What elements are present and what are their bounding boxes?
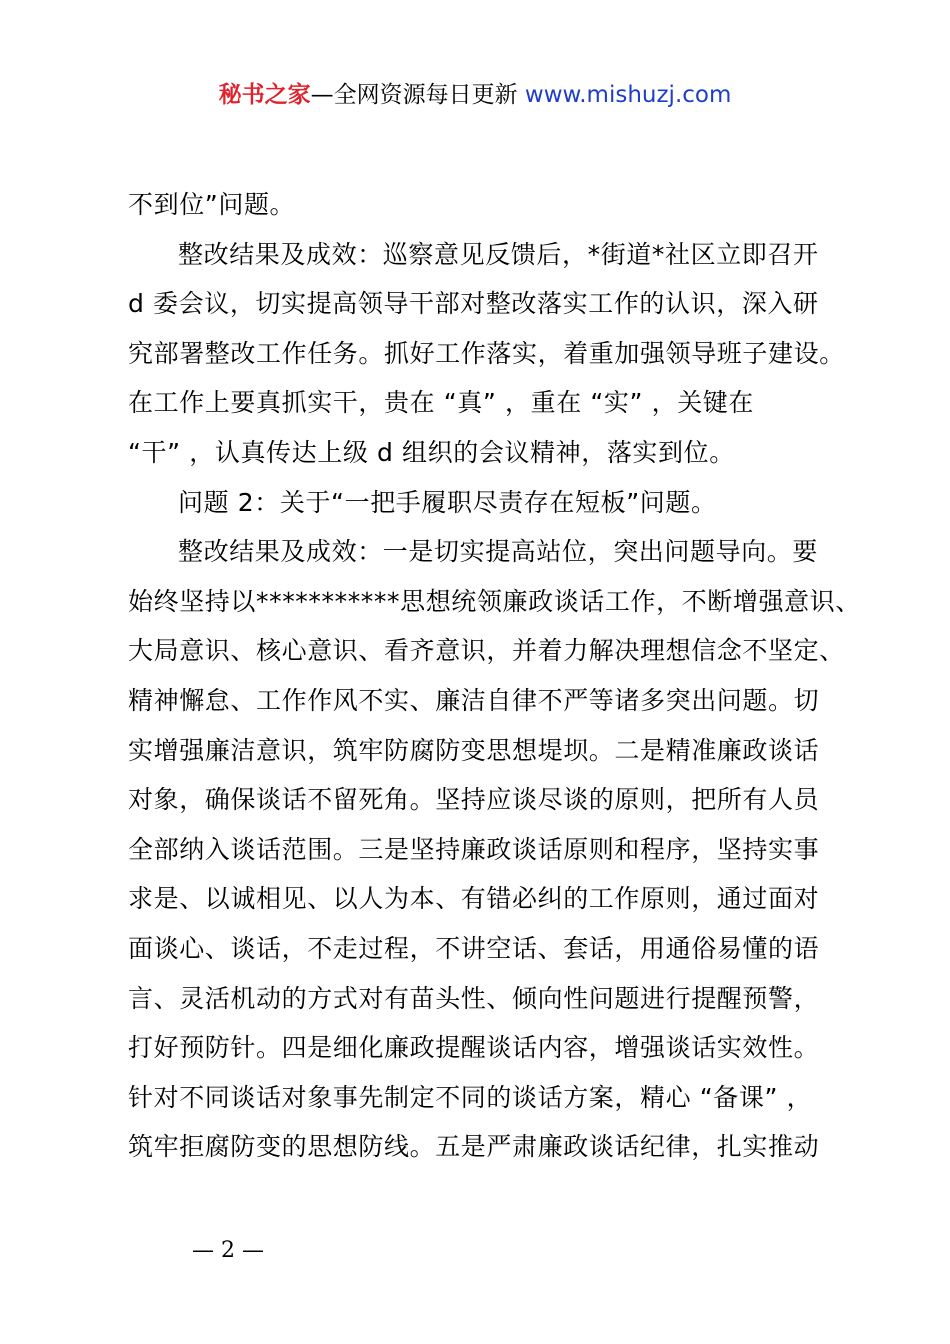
issue-heading: 问题 2：关于“一把手履职尽责存在短板”问题。 (178, 487, 717, 517)
paragraph-start: 整改结果及成效：巡察意见反馈后，*街道*社区立即召开 (178, 239, 819, 269)
text-line: 究部署整改工作任务。抓好工作落实，着重加强领导班子建设。 (128, 338, 845, 368)
text-line: 面谈心、谈话，不走过程，不讲空话、套话，用通俗易懂的语 (128, 933, 820, 963)
site-brand: 秘书之家 (218, 82, 311, 108)
text-line: 打好预防针。四是细化廉政提醒谈话内容，增强谈话实效性。 (128, 1033, 820, 1063)
text-line: 求是、以诚相见、以人为本、有错必纠的工作原则，通过面对 (128, 884, 820, 914)
text-line: 不到位”问题。 (128, 190, 296, 219)
site-url-link[interactable]: www.mishuzj.com (524, 82, 732, 108)
site-header (0, 78, 950, 112)
paragraph-start: 整改结果及成效：一是切实提高站位，突出问题导向。要 (178, 537, 819, 567)
page-number: — 2 — (192, 1238, 264, 1263)
text-line: 针对不同谈话对象事先制定不同的谈话方案，精心 “备课” ， (128, 1082, 813, 1112)
text-line: d 委会议，切实提高领导干部对整改落实工作的认识，深入研 (128, 289, 819, 319)
site-tagline: —全网资源每日更新 (310, 82, 525, 108)
text-line: 对象，确保谈话不留死角。坚持应谈尽谈的原则，把所有人员 (128, 785, 820, 815)
text-line: 始终坚持以***********思想统领廉政谈话工作，不断增强意识、 (128, 586, 861, 616)
text-line: 在工作上要真抓实干，贵在 “真” ，重在 “实” ，关键在 (128, 388, 754, 418)
text-line: 精神懈怠、工作作风不实、廉洁自律不严等诸多突出问题。切 (128, 685, 820, 715)
text-line: 筑牢拒腐防变的思想防线。五是严肃廉政谈话纪律，扎实推动 (128, 1132, 820, 1162)
text-line: 实增强廉洁意识，筑牢防腐防变思想堤坝。二是精准廉政谈话 (128, 735, 820, 765)
text-line: 言、灵活机动的方式对有苗头性、倾向性问题进行提醒预警， (128, 983, 820, 1013)
text-line: 全部纳入谈话范围。三是坚持廉政谈话原则和程序，坚持实事 (128, 834, 820, 864)
text-line: “干” ，认真传达上级 d 组织的会议精神，落实到位。 (128, 437, 735, 467)
text-line: 大局意识、核心意识、看齐意识，并着力解决理想信念不坚定、 (128, 636, 845, 666)
document-body (128, 180, 861, 1172)
